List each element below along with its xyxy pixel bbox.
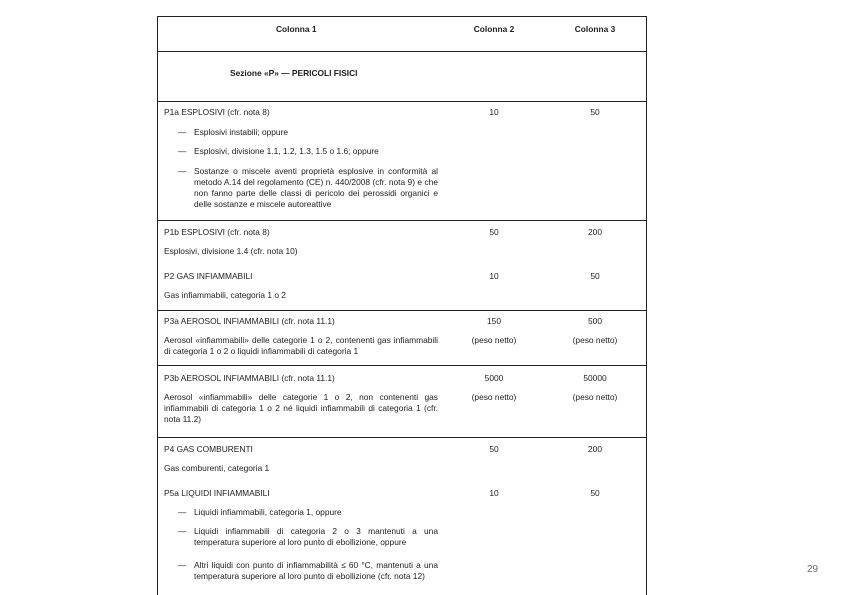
- row-title: P1a ESPLOSIVI (cfr. nota 8): [164, 107, 270, 117]
- page-number: 29: [807, 564, 819, 575]
- row-bullet: Liquidi infiammabili di categoria 2 o 3 mantenuti a una temperatura superiore al loro punto di ebollizione, oppure: [194, 526, 438, 547]
- row-description: Esplosivi, divisione 1.4 (cfr. nota 10): [164, 246, 298, 256]
- row-col3-value: 200: [588, 444, 602, 454]
- section-title: Sezione «P» — PERICOLI FISICI: [230, 68, 358, 78]
- divider: [158, 220, 646, 221]
- divider: [158, 365, 646, 366]
- row-bullet: Esplosivi, divisione 1.1, 1.2, 1.3, 1.5 o 1.6; oppure: [194, 146, 379, 156]
- row-col2-note: (peso netto): [471, 392, 517, 402]
- row-col3-value: 50000: [583, 373, 607, 383]
- row-title: P1b ESPLOSIVI (cfr. nota 8): [164, 227, 270, 237]
- divider: [158, 101, 646, 102]
- column-header-2: Colonna 2: [473, 24, 515, 34]
- row-title: P3a AEROSOL INFIAMMABILI (cfr. nota 11.1): [164, 316, 335, 326]
- row-title: P4 GAS COMBURENTI: [164, 444, 253, 454]
- bullet-dash: —: [178, 507, 187, 517]
- row-bullet: Esplosivi instabili; oppure: [194, 127, 289, 137]
- bullet-dash: —: [178, 146, 187, 156]
- row-col2-value: 10: [489, 488, 499, 498]
- row-bullet: Sostanze o miscele aventi proprietà esplosive in conformità al metodo A.14 del regolamento (CE) n. 440/2008 (cfr. nota 9) e che non fanno parte delle classi di pericolo dei perossidi organici e delle sostanze e miscele autoreattive: [194, 166, 438, 209]
- row-col3-value: 50: [590, 488, 600, 498]
- row-col3-value: 500: [588, 316, 602, 326]
- row-title: P3b AEROSOL INFIAMMABILI (cfr. nota 11.1): [164, 373, 335, 383]
- row-col2-value: 50: [489, 444, 499, 454]
- row-col3-value: 50: [590, 271, 600, 281]
- row-bullet: Liquidi infiammabili, categoria 1, oppure: [194, 507, 342, 517]
- row-col3-value: 50: [590, 107, 600, 117]
- divider: [158, 51, 646, 52]
- bullet-dash: —: [178, 526, 187, 536]
- row-description: Aerosol «infiammabili» delle categorie 1 o 2, non contenenti gas infiammabili di categoria 1 o 2 né liquidi infiammabili di categoria 1 (cfr. nota 11.2): [164, 392, 438, 424]
- row-col2-value: 5000: [484, 373, 504, 383]
- row-col2-value: 150: [487, 316, 501, 326]
- row-col3-note: (peso netto): [572, 392, 618, 402]
- row-description: Aerosol «infiammabili» delle categorie 1 o 2, contenenti gas infiammabili di categoria 1 o 2 o liquidi infiammabili di categoria 1: [164, 335, 438, 356]
- divider: [158, 437, 646, 438]
- divider: [158, 310, 646, 311]
- row-col3-value: 200: [588, 227, 602, 237]
- row-description: Gas infiammabili, categoria 1 o 2: [164, 290, 286, 300]
- bullet-dash: —: [178, 127, 187, 137]
- row-title: P5a LIQUIDI INFIAMMABILI: [164, 488, 270, 498]
- document-table: [157, 16, 647, 595]
- column-header-1: Colonna 1: [276, 24, 317, 34]
- row-title: P2 GAS INFIAMMABILI: [164, 271, 253, 281]
- row-col2-value: 10: [489, 107, 499, 117]
- column-header-3: Colonna 3: [574, 24, 616, 34]
- bullet-dash: —: [178, 560, 187, 570]
- bullet-dash: —: [178, 166, 187, 176]
- row-bullet: Altri liquidi con punto di infiammabilità ≤ 60 °C, mantenuti a una temperatura superiore al loro punto di ebollizione (cfr. nota 12): [194, 560, 438, 581]
- row-col2-note: (peso netto): [471, 335, 517, 345]
- row-col2-value: 50: [489, 227, 499, 237]
- row-description: Gas comburenti, categoria 1: [164, 463, 270, 473]
- row-col3-note: (peso netto): [572, 335, 618, 345]
- row-col2-value: 10: [489, 271, 499, 281]
